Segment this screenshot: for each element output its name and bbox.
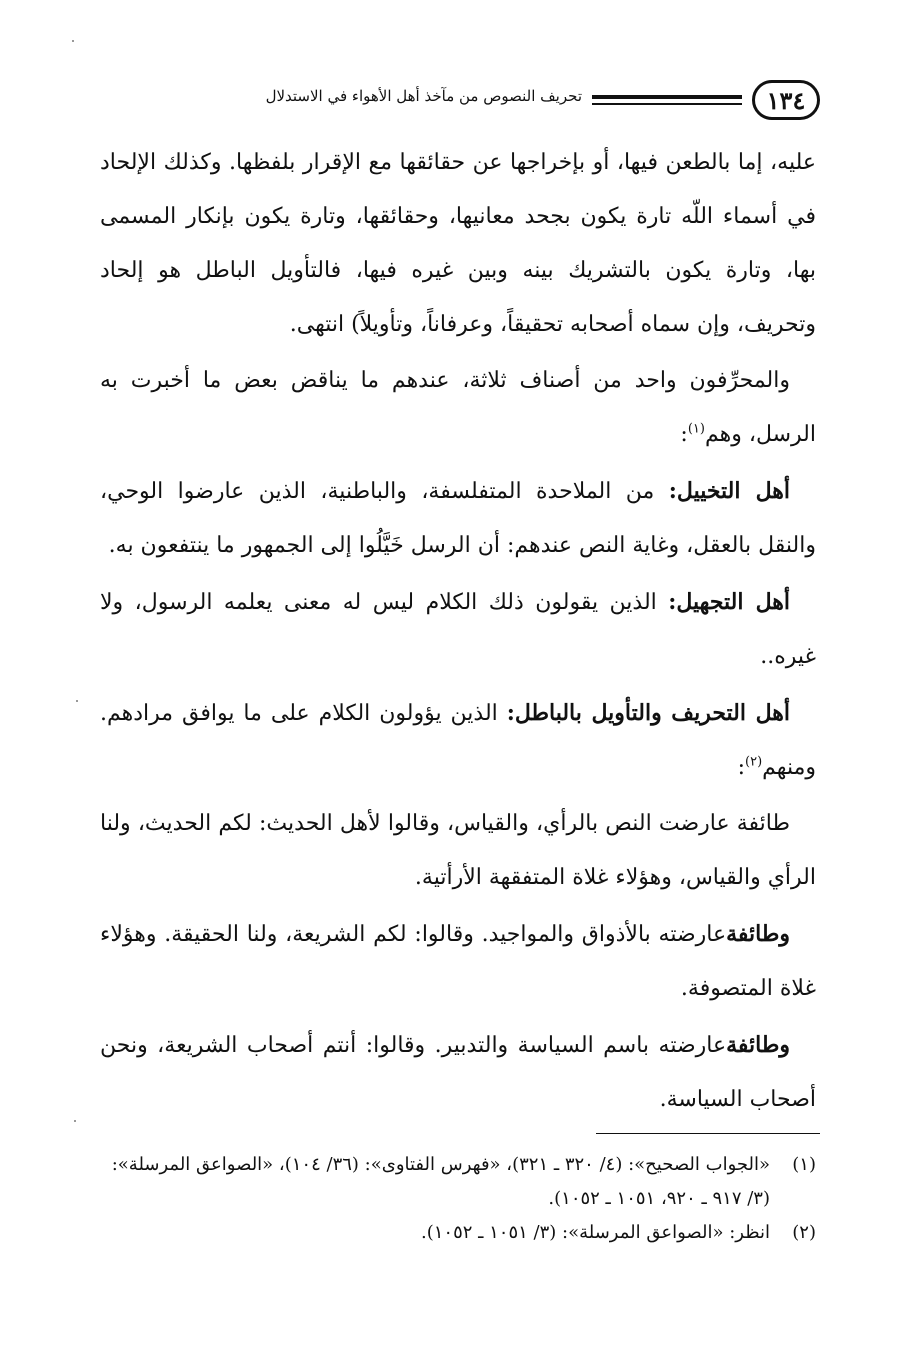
footnotes <box>100 1148 816 1250</box>
paragraph-text: من الملاحدة المتفلسفة، والباطنية، الذين عارضوا الوحي، والنقل بالعقل، وغاية النص عندهم: أن الرسل خَيَّلُوا إلى الجمهور ما ينتفعون به. <box>100 479 816 558</box>
footnote-text: «الجواب الصحيح»: (٤/ ٣٢٠ ـ ٣٢١)، «فهرس الفتاوى»: (٣٦/ ١٠٤)، «الصواعق المرسلة»: (٣/ ٩١٧ ـ ٩٢٠، ١٠٥١ ـ ١٠٥٢). <box>111 1154 770 1209</box>
page-number: ١٣٤ <box>752 80 820 120</box>
footnote-number: (٢) <box>792 1222 816 1243</box>
paragraph <box>100 464 816 573</box>
footnote-separator <box>596 1133 820 1134</box>
term-heading: أهل التخييل: <box>668 478 790 504</box>
paragraph <box>100 797 816 905</box>
term-heading: أهل التجهيل: <box>668 589 790 615</box>
scan-speck <box>76 700 78 702</box>
paragraph-text: عارضته بالأذواق والمواجيد. وقالوا: لكم الشريعة، ولنا الحقيقة. وهؤلاء غلاة المتصوفة. <box>100 922 816 1001</box>
paragraph-text: طائفة عارضت النص بالرأي، والقياس، وقالوا لأهل الحديث: لكم الحديث، ولنا الرأي والقياس، وهؤلاء غلاة المتفقهة الأرأتية. <box>100 811 816 890</box>
term-heading: أهل التحريف والتأويل بالباطل: <box>506 700 790 726</box>
term-heading: وطائفة <box>726 1032 790 1058</box>
paragraph <box>100 136 816 352</box>
page-header <box>100 80 820 124</box>
running-title: تحريف النصوص من مآخذ أهل الأهواء في الاستدلال <box>265 87 582 105</box>
scan-speck <box>72 40 74 42</box>
paragraph-text: الذين يؤولون الكلام على ما يوافق مرادهم. ومنهم <box>100 701 816 780</box>
footnote <box>100 1216 816 1250</box>
body-text <box>100 136 816 1129</box>
paragraph <box>100 686 816 795</box>
footnote-ref: (٢) <box>745 754 763 770</box>
paragraph <box>100 575 816 684</box>
paragraph-text: والمحرِّفون واحد من أصناف ثلاثة، عندهم ما يناقض بعض ما أخبرت به الرسل، وهم <box>100 368 816 447</box>
paragraph <box>100 1018 816 1127</box>
paragraph-tail: : <box>680 422 688 447</box>
paragraph <box>100 907 816 1016</box>
paragraph <box>100 354 816 462</box>
header-rule <box>592 95 742 105</box>
footnote-number: (١) <box>792 1154 816 1175</box>
term-heading: وطائفة <box>726 921 790 947</box>
footnote-text: انظر: «الصواعق المرسلة»: (٣/ ١٠٥١ ـ ١٠٥٢). <box>421 1222 770 1243</box>
paragraph-text: الذين يقولون ذلك الكلام ليس له معنى يعلمه الرسول، ولا غيره.. <box>100 590 816 669</box>
footnote <box>100 1148 816 1216</box>
footnote-ref: (١) <box>687 421 705 437</box>
scan-speck <box>74 1120 76 1122</box>
paragraph-text: عليه، إما بالطعن فيها، أو بإخراجها عن حقائقها مع الإقرار بلفظها. وكذلك الإلحاد في أسماء اللّه تارة يكون بجحد معانيها، وحقائقها، وتارة يكون بإنكار المسمى بها، وتارة يكون بالتشريك بينه وبين غيره فيها، فالتأويل الباطل هو إلحاد وتحريف، وإن سماه أصحابه تحقيقاً، وعرفاناً، وتأويلاً) انتهى. <box>100 150 816 337</box>
paragraph-tail: : <box>737 755 746 780</box>
paragraph-text: عارضته باسم السياسة والتدبير. وقالوا: أنتم أصحاب الشريعة، ونحن أصحاب السياسة. <box>100 1033 816 1112</box>
